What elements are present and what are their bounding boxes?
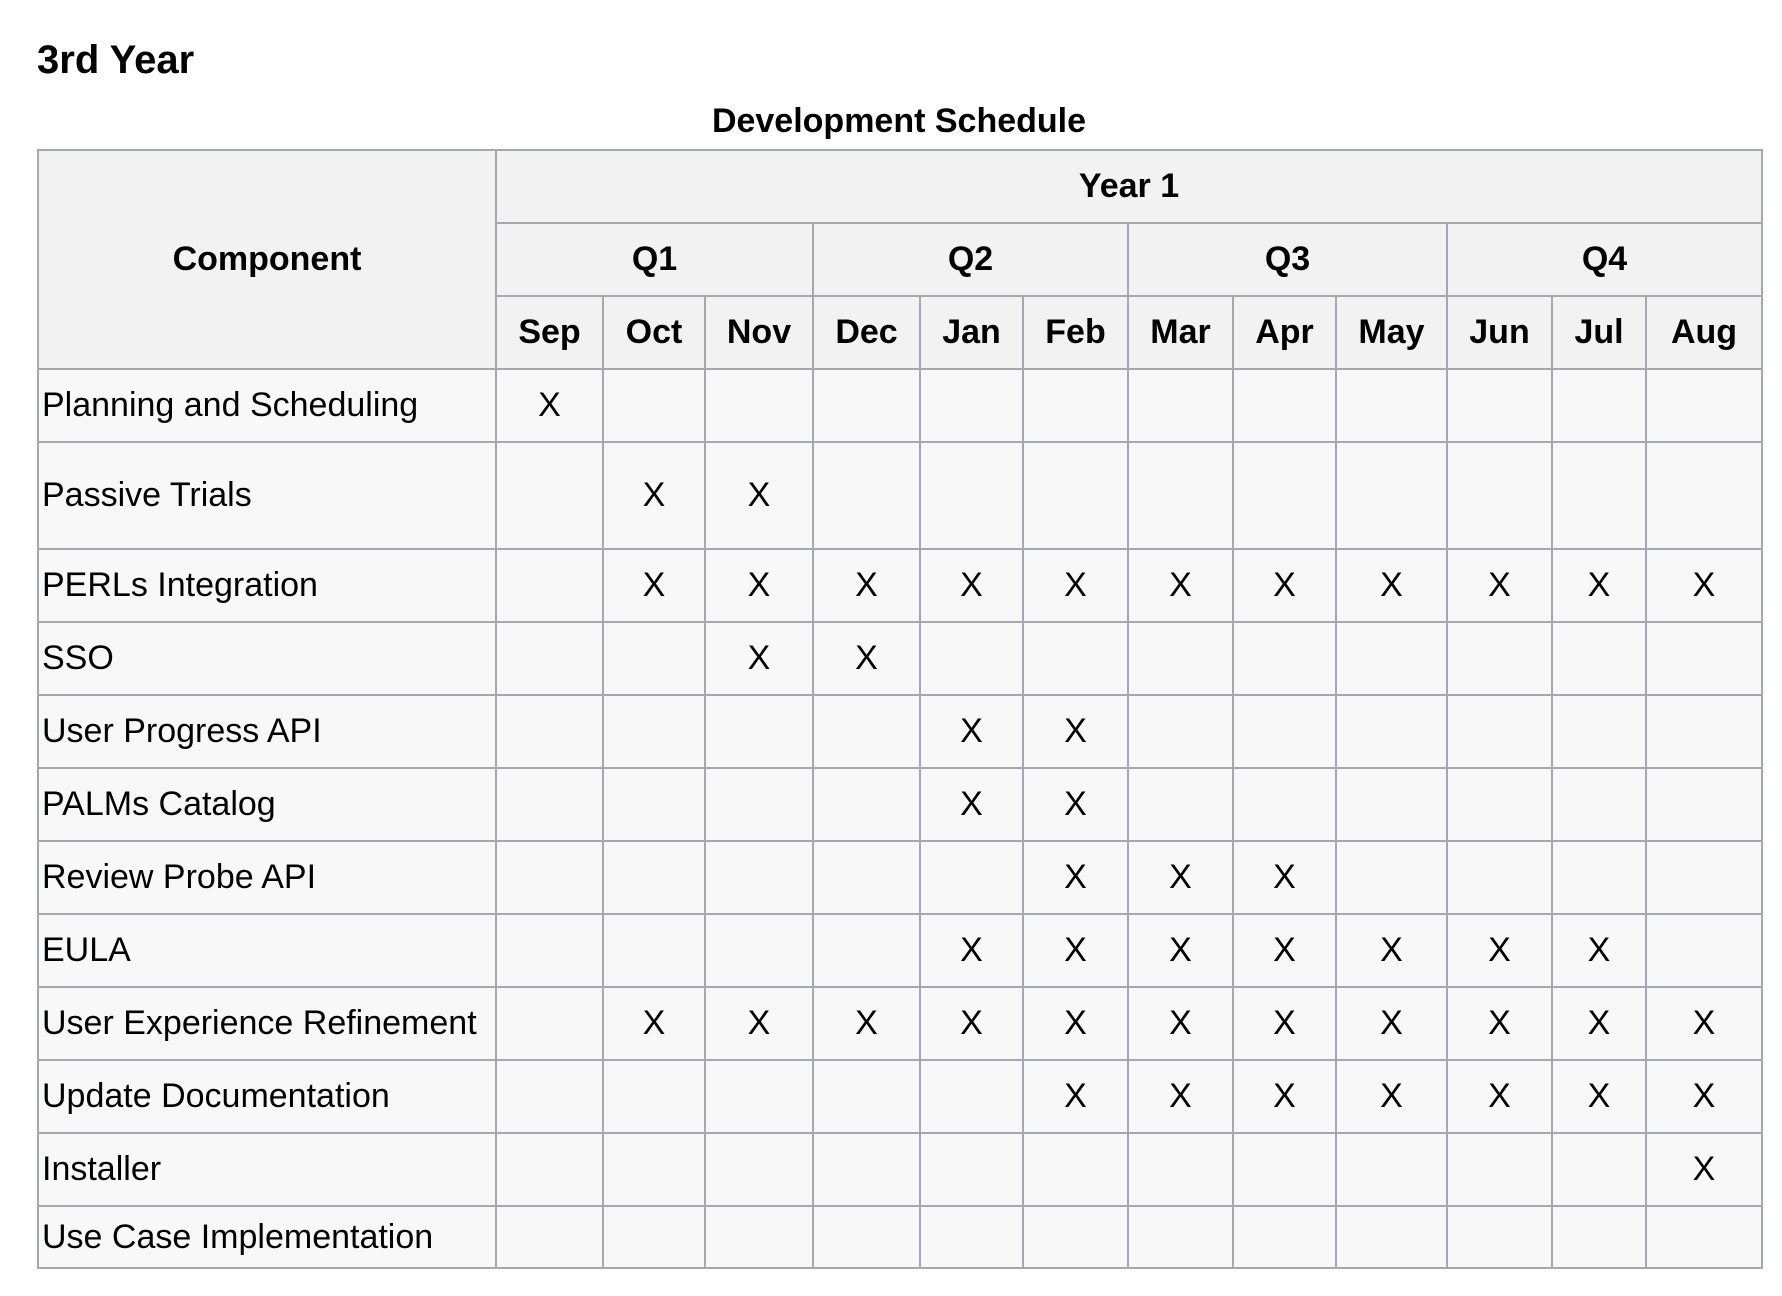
schedule-mark-cell: [813, 1133, 920, 1206]
table-row: [38, 987, 1762, 1060]
schedule-mark-cell: [1552, 841, 1646, 914]
schedule-mark-cell: [1447, 695, 1552, 768]
schedule-mark-cell: [496, 1060, 603, 1133]
table-header: [38, 150, 1762, 369]
table-row: [38, 622, 1762, 695]
schedule-mark-cell: [603, 841, 705, 914]
schedule-mark-cell: X: [1447, 914, 1552, 987]
schedule-mark-cell: [1336, 622, 1447, 695]
schedule-mark-cell: [496, 1133, 603, 1206]
component-name-cell: SSO: [38, 622, 496, 695]
schedule-mark-cell: [603, 1060, 705, 1133]
schedule-mark-cell: [1447, 841, 1552, 914]
schedule-mark-cell: [1646, 695, 1762, 768]
section-heading: 3rd Year: [37, 38, 195, 82]
month-header: Jun: [1447, 296, 1552, 369]
schedule-mark-cell: X: [1646, 549, 1762, 622]
component-name-cell: Installer: [38, 1133, 496, 1206]
schedule-mark-cell: [1336, 841, 1447, 914]
schedule-mark-cell: [1128, 1133, 1233, 1206]
schedule-mark-cell: X: [1447, 987, 1552, 1060]
month-header: Aug: [1646, 296, 1762, 369]
schedule-mark-cell: [1646, 369, 1762, 442]
component-name-cell: PALMs Catalog: [38, 768, 496, 841]
schedule-mark-cell: X: [920, 695, 1023, 768]
schedule-mark-cell: X: [1128, 914, 1233, 987]
schedule-mark-cell: X: [705, 549, 813, 622]
schedule-mark-cell: [1552, 1133, 1646, 1206]
table-body: [38, 369, 1762, 1268]
schedule-mark-cell: X: [1128, 549, 1233, 622]
schedule-mark-cell: [1128, 442, 1233, 549]
component-name-cell: User Experience Refinement: [38, 987, 496, 1060]
schedule-mark-cell: [705, 1133, 813, 1206]
schedule-mark-cell: X: [1336, 549, 1447, 622]
component-name-cell: User Progress API: [38, 695, 496, 768]
development-schedule-table: [37, 149, 1763, 1269]
month-header: Jan: [920, 296, 1023, 369]
schedule-mark-cell: [1336, 369, 1447, 442]
table-row: [38, 549, 1762, 622]
schedule-mark-cell: [705, 369, 813, 442]
schedule-mark-cell: X: [1128, 841, 1233, 914]
schedule-mark-cell: [920, 622, 1023, 695]
schedule-mark-cell: [1023, 442, 1128, 549]
table-row: [38, 369, 1762, 442]
schedule-mark-cell: X: [1023, 1060, 1128, 1133]
schedule-mark-cell: X: [1552, 987, 1646, 1060]
schedule-mark-cell: [496, 442, 603, 549]
schedule-mark-cell: [1336, 1206, 1447, 1268]
component-name-cell: Passive Trials: [38, 442, 496, 549]
schedule-mark-cell: [1128, 369, 1233, 442]
schedule-mark-cell: [1128, 1206, 1233, 1268]
schedule-mark-cell: [920, 442, 1023, 549]
schedule-mark-cell: [920, 1060, 1023, 1133]
schedule-mark-cell: [813, 695, 920, 768]
schedule-mark-cell: [920, 1133, 1023, 1206]
schedule-mark-cell: X: [1336, 1060, 1447, 1133]
table-row: [38, 841, 1762, 914]
schedule-mark-cell: X: [1447, 549, 1552, 622]
schedule-mark-cell: [1552, 1206, 1646, 1268]
schedule-mark-cell: [1552, 695, 1646, 768]
schedule-mark-cell: [1646, 914, 1762, 987]
schedule-mark-cell: X: [603, 987, 705, 1060]
schedule-mark-cell: [920, 1206, 1023, 1268]
schedule-mark-cell: [603, 622, 705, 695]
schedule-mark-cell: X: [496, 369, 603, 442]
schedule-mark-cell: [1023, 369, 1128, 442]
table-row: [38, 914, 1762, 987]
quarter-header: Q3: [1128, 223, 1447, 296]
schedule-mark-cell: [813, 1060, 920, 1133]
schedule-mark-cell: [496, 549, 603, 622]
schedule-mark-cell: [920, 841, 1023, 914]
month-header: Sep: [496, 296, 603, 369]
quarter-header: Q2: [813, 223, 1128, 296]
schedule-mark-cell: X: [1023, 987, 1128, 1060]
schedule-mark-cell: X: [1646, 987, 1762, 1060]
schedule-mark-cell: [1646, 622, 1762, 695]
schedule-mark-cell: [813, 1206, 920, 1268]
schedule-mark-cell: [813, 768, 920, 841]
schedule-mark-cell: X: [1233, 914, 1336, 987]
schedule-mark-cell: X: [1233, 549, 1336, 622]
component-name-cell: PERLs Integration: [38, 549, 496, 622]
schedule-mark-cell: X: [920, 987, 1023, 1060]
schedule-mark-cell: [1128, 768, 1233, 841]
header-row-year: [38, 150, 1762, 223]
schedule-mark-cell: X: [920, 549, 1023, 622]
month-header: Apr: [1233, 296, 1336, 369]
schedule-mark-cell: [496, 987, 603, 1060]
schedule-mark-cell: X: [920, 768, 1023, 841]
schedule-mark-cell: X: [603, 549, 705, 622]
schedule-mark-cell: X: [705, 622, 813, 695]
year-header: Year 1: [496, 150, 1762, 223]
schedule-mark-cell: X: [1023, 768, 1128, 841]
schedule-mark-cell: [1646, 841, 1762, 914]
schedule-mark-cell: [1023, 1133, 1128, 1206]
schedule-mark-cell: [1336, 768, 1447, 841]
schedule-mark-cell: [1447, 1206, 1552, 1268]
schedule-mark-cell: [1233, 622, 1336, 695]
schedule-mark-cell: [1447, 622, 1552, 695]
schedule-mark-cell: X: [705, 442, 813, 549]
schedule-mark-cell: [496, 695, 603, 768]
schedule-mark-cell: [1447, 442, 1552, 549]
month-header: Oct: [603, 296, 705, 369]
schedule-mark-cell: [1233, 369, 1336, 442]
schedule-mark-cell: X: [1023, 549, 1128, 622]
schedule-mark-cell: [1552, 622, 1646, 695]
schedule-mark-cell: X: [705, 987, 813, 1060]
component-name-cell: Use Case Implementation: [38, 1206, 496, 1268]
schedule-mark-cell: [813, 914, 920, 987]
schedule-mark-cell: [496, 622, 603, 695]
schedule-mark-cell: [1233, 1133, 1336, 1206]
schedule-mark-cell: X: [1233, 987, 1336, 1060]
schedule-mark-cell: [1336, 1133, 1447, 1206]
schedule-mark-cell: X: [1128, 987, 1233, 1060]
schedule-mark-cell: [1336, 695, 1447, 768]
schedule-mark-cell: [1646, 442, 1762, 549]
schedule-mark-cell: [1023, 1206, 1128, 1268]
schedule-mark-cell: [1646, 768, 1762, 841]
schedule-mark-cell: X: [1128, 1060, 1233, 1133]
schedule-mark-cell: [603, 1206, 705, 1268]
quarter-header: Q1: [496, 223, 813, 296]
schedule-mark-cell: X: [1233, 841, 1336, 914]
schedule-mark-cell: [603, 695, 705, 768]
component-header: Component: [38, 150, 496, 369]
component-name-cell: Review Probe API: [38, 841, 496, 914]
component-name-cell: Planning and Scheduling: [38, 369, 496, 442]
schedule-mark-cell: X: [813, 987, 920, 1060]
schedule-mark-cell: [1128, 622, 1233, 695]
schedule-mark-cell: [1552, 369, 1646, 442]
schedule-mark-cell: [705, 695, 813, 768]
schedule-mark-cell: X: [1552, 914, 1646, 987]
table-caption: Development Schedule: [711, 102, 1087, 140]
component-name-cell: EULA: [38, 914, 496, 987]
table-row: [38, 442, 1762, 549]
schedule-mark-cell: X: [813, 622, 920, 695]
schedule-mark-cell: [1552, 768, 1646, 841]
month-header: Jul: [1552, 296, 1646, 369]
schedule-mark-cell: [705, 914, 813, 987]
schedule-mark-cell: [1447, 1133, 1552, 1206]
table-row: [38, 1206, 1762, 1268]
table-row: [38, 695, 1762, 768]
schedule-mark-cell: X: [1023, 695, 1128, 768]
schedule-mark-cell: [603, 369, 705, 442]
schedule-mark-cell: [1447, 768, 1552, 841]
schedule-mark-cell: [705, 768, 813, 841]
schedule-mark-cell: [1233, 695, 1336, 768]
schedule-mark-cell: X: [1233, 1060, 1336, 1133]
schedule-mark-cell: [496, 768, 603, 841]
schedule-mark-cell: [813, 369, 920, 442]
quarter-header: Q4: [1447, 223, 1762, 296]
table-row: [38, 1060, 1762, 1133]
schedule-mark-cell: X: [1552, 1060, 1646, 1133]
schedule-mark-cell: [705, 1060, 813, 1133]
schedule-mark-cell: [813, 442, 920, 549]
schedule-mark-cell: [705, 1206, 813, 1268]
schedule-mark-cell: X: [1447, 1060, 1552, 1133]
table-row: [38, 1133, 1762, 1206]
schedule-mark-cell: X: [1023, 841, 1128, 914]
schedule-mark-cell: [1233, 768, 1336, 841]
schedule-mark-cell: [705, 841, 813, 914]
schedule-mark-cell: [1336, 442, 1447, 549]
schedule-mark-cell: [1023, 622, 1128, 695]
schedule-mark-cell: [496, 841, 603, 914]
schedule-mark-cell: [1233, 1206, 1336, 1268]
schedule-mark-cell: [1552, 442, 1646, 549]
schedule-mark-cell: [1447, 369, 1552, 442]
schedule-mark-cell: [920, 369, 1023, 442]
schedule-mark-cell: [813, 841, 920, 914]
month-header: Mar: [1128, 296, 1233, 369]
month-header: Feb: [1023, 296, 1128, 369]
schedule-mark-cell: X: [603, 442, 705, 549]
schedule-mark-cell: X: [1646, 1133, 1762, 1206]
schedule-mark-cell: [603, 768, 705, 841]
schedule-mark-cell: [603, 1133, 705, 1206]
schedule-mark-cell: [496, 1206, 603, 1268]
month-header: May: [1336, 296, 1447, 369]
schedule-mark-cell: X: [1336, 914, 1447, 987]
schedule-mark-cell: [1646, 1206, 1762, 1268]
schedule-mark-cell: X: [813, 549, 920, 622]
month-header: Dec: [813, 296, 920, 369]
schedule-mark-cell: X: [1336, 987, 1447, 1060]
schedule-mark-cell: X: [920, 914, 1023, 987]
schedule-mark-cell: [1233, 442, 1336, 549]
schedule-mark-cell: [496, 914, 603, 987]
schedule-table-wrapper: [37, 99, 1761, 1269]
schedule-mark-cell: [1128, 695, 1233, 768]
schedule-mark-cell: X: [1023, 914, 1128, 987]
component-name-cell: Update Documentation: [38, 1060, 496, 1133]
month-header: Nov: [705, 296, 813, 369]
schedule-mark-cell: [603, 914, 705, 987]
schedule-mark-cell: X: [1552, 549, 1646, 622]
table-row: [38, 768, 1762, 841]
schedule-mark-cell: X: [1646, 1060, 1762, 1133]
